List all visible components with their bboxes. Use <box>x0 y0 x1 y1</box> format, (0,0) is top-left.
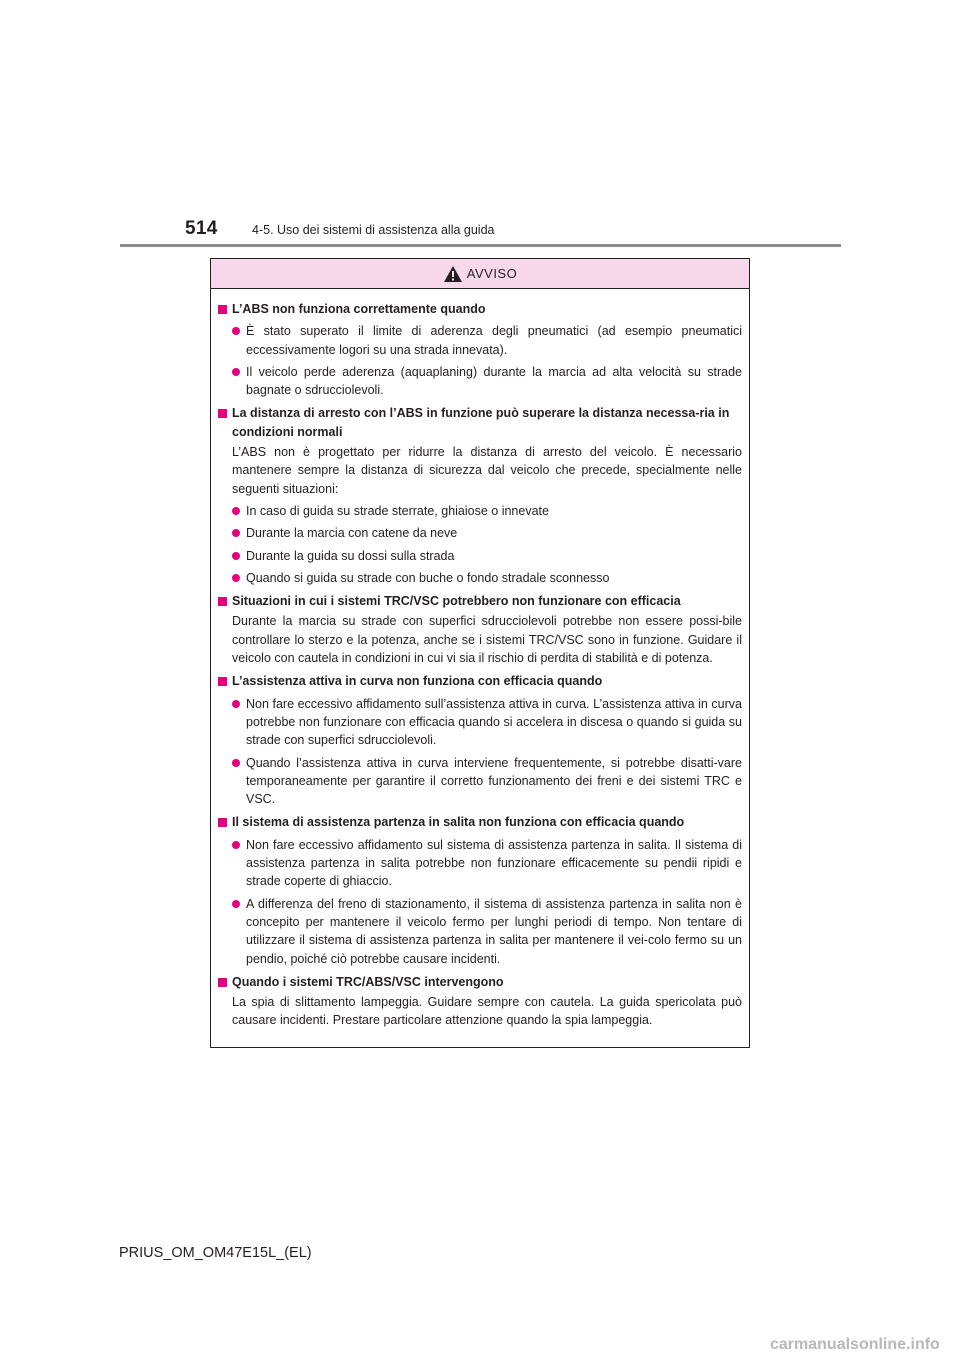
bullet-text: È stato superato il limite di aderenza degli pneumatici (ad esempio pneumatici eccessivamente logori su una strada innevata). <box>246 324 742 357</box>
square-bullet-icon <box>218 305 227 314</box>
bullet-text: Durante la marcia con catene da neve <box>246 526 458 541</box>
warning-item-heading <box>218 813 742 831</box>
bullet-text: Non fare eccessivo affidamento sul sistema di assistenza partenza in salita. Il sistema di assistenza partenza in salita potrebbe non funzionare efficacemente su pendii ripidi e strade coperte di ghiaccio. <box>246 837 742 889</box>
header-divider <box>120 244 841 247</box>
bullet-item <box>218 547 742 565</box>
bullet-item <box>218 695 742 750</box>
warning-item-heading <box>218 300 742 318</box>
round-bullet-icon <box>232 529 240 537</box>
warning-item-heading-text: La distanza di arresto con l’ABS in funzione può superare la distanza necessa-ria in condizioni normali <box>232 406 730 439</box>
square-bullet-icon <box>218 818 227 827</box>
round-bullet-icon <box>232 841 240 849</box>
bullet-text: A differenza del freno di stazionamento, il sistema di assistenza partenza in salita non è concepito per mantenere il veicolo fermo per lunghi periodi di tempo. Non tentare di utilizzare il sistema di assistenza partenza in salita per mantenere il vei-colo fermo su un pendio, poiché ciò potrebbe causare incidenti. <box>246 896 742 966</box>
bullet-item <box>218 754 742 809</box>
warning-item-text: La spia di slittamento lampeggia. Guidare sempre con cautela. La guida spericolata può causare incidenti. Prestare particolare attenzione quando la spia lampeggia. <box>232 995 742 1028</box>
warning-item-heading-text: Il sistema di assistenza partenza in salita non funziona con efficacia quando <box>232 815 685 830</box>
bullet-text: Quando si guida su strade con buche o fondo stradale sconnesso <box>246 570 610 585</box>
square-bullet-icon <box>218 409 227 418</box>
round-bullet-icon <box>232 574 240 582</box>
warning-header <box>211 259 749 289</box>
round-bullet-icon <box>232 327 240 335</box>
bullet-text: In caso di guida su strade sterrate, ghiaiose o innevate <box>246 503 549 518</box>
warning-item-heading <box>218 592 742 610</box>
square-bullet-icon <box>218 597 227 606</box>
square-bullet-icon <box>218 978 227 987</box>
bullet-item <box>218 363 742 400</box>
warning-box <box>210 258 750 1048</box>
warning-item-heading <box>218 404 742 441</box>
document-code: PRIUS_OM_OM47E15L_(EL) <box>119 1245 312 1261</box>
page-number: 514 <box>185 218 218 239</box>
bullet-text: Quando l’assistenza attiva in curva interviene frequentemente, si potrebbe disatti-vare temporaneamente per garantire il corretto funzionamento dei freni e dei sistemi TRC e VSC. <box>246 755 742 807</box>
warning-item-heading-text: Situazioni in cui i sistemi TRC/VSC potrebbero non funzionare con efficacia <box>232 594 681 609</box>
bullet-text: Il veicolo perde aderenza (aquaplaning) durante la marcia ad alta velocità su strade bagnate o sdrucciolevoli. <box>246 364 742 398</box>
bullet-item <box>218 895 742 968</box>
section-title: 4-5. Uso dei sistemi di assistenza alla guida <box>252 223 495 237</box>
warning-item-text: L’ABS non è progettato per ridurre la distanza di arresto del veicolo. È necessario mantenere sempre la distanza di sicurezza dal veicolo che precede, specialmente nelle seguenti situazioni: <box>232 445 742 496</box>
round-bullet-icon <box>232 759 240 767</box>
warning-item-heading <box>218 973 742 991</box>
warning-item-text: Durante la marcia su strade con superfici sdrucciolevoli potrebbe non essere possi-bile controllare lo sterzo e la potenza, anche se i sistemi TRC/VSC sono in funzione. Guidare il veicolo con cautela in condizioni in cui vi sia il rischio di perdita di stabilità e di potenza. <box>232 614 742 666</box>
warning-item-heading-text: L’assistenza attiva in curva non funziona con efficacia quando <box>232 674 603 689</box>
warning-title: AVVISO <box>466 266 518 281</box>
round-bullet-icon <box>232 368 240 376</box>
warning-item-heading-text: Quando i sistemi TRC/ABS/VSC intervengono <box>232 974 504 989</box>
bullet-item <box>218 524 742 542</box>
bullet-item <box>218 569 742 587</box>
warning-item-heading <box>218 672 742 690</box>
round-bullet-icon <box>232 552 240 560</box>
warning-body <box>211 289 749 1047</box>
watermark: carmanualsonline.info <box>770 1336 940 1353</box>
round-bullet-icon <box>232 507 240 515</box>
square-bullet-icon <box>218 677 227 686</box>
warning-triangle-icon <box>443 265 463 283</box>
bullet-text: Durante la guida su dossi sulla strada <box>246 548 455 563</box>
bullet-text: Non fare eccessivo affidamento sull’assistenza attiva in curva. L’assistenza attiva in curva potrebbe non funzionare con efficacia quando si accelera in discesa o quando si guida su strade con superfici sdrucciolevoli. <box>246 696 742 748</box>
bullet-item <box>218 836 742 891</box>
bullet-item <box>218 322 742 359</box>
warning-item-heading-text: L’ABS non funziona correttamente quando <box>232 302 486 316</box>
round-bullet-icon <box>232 700 240 708</box>
round-bullet-icon <box>232 900 240 908</box>
bullet-item <box>218 502 742 520</box>
